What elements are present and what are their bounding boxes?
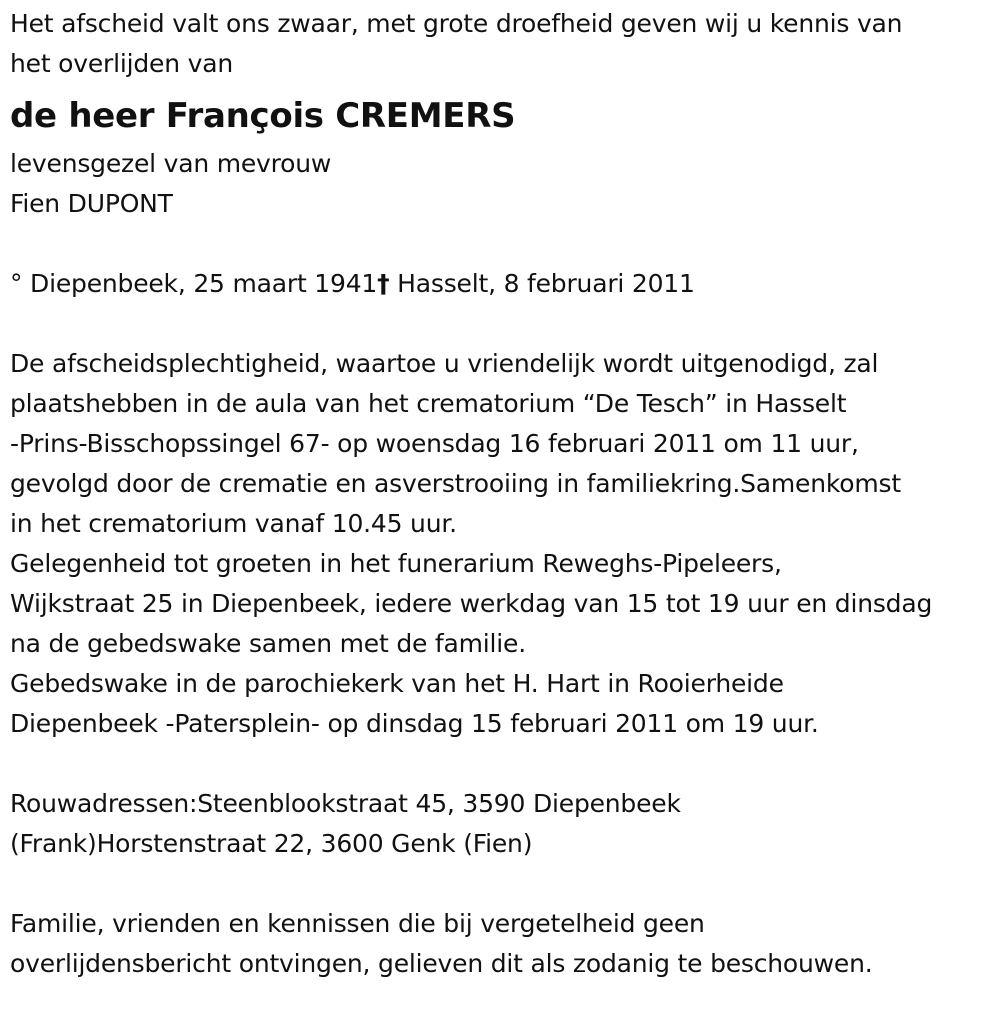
closing-paragraph <box>10 904 995 984</box>
ceremony-line: in het crematorium vanaf 10.45 uur. <box>10 509 457 538</box>
ceremony-line: plaatshebben in de aula van het crematorium “De Tesch” in Hasselt <box>10 389 847 418</box>
birth-date: ° Diepenbeek, 25 maart 1941 <box>10 269 378 298</box>
cross-icon: † <box>377 269 390 298</box>
spacer <box>10 744 995 784</box>
closing-line: Familie, vrienden en kennissen die bij vergetelheid geen <box>10 909 705 938</box>
ceremony-line: Diepenbeek -Patersplein- op dinsdag 15 februari 2011 om 19 uur. <box>10 709 819 738</box>
intro-line: het overlijden van <box>10 49 233 78</box>
ceremony-line: na de gebedswake samen met de familie. <box>10 629 526 658</box>
partner-relation: levensgezel van mevrouw <box>10 149 332 178</box>
partner-block <box>10 144 995 224</box>
spacer <box>10 224 995 264</box>
ceremony-line: -Prins-Bisschopssingel 67- op woensdag 16 februari 2011 om 11 uur, <box>10 429 859 458</box>
address-line: (Frank)Horstenstraat 22, 3600 Genk (Fien) <box>10 829 533 858</box>
intro-paragraph <box>10 4 995 84</box>
spacer <box>10 864 995 904</box>
ceremony-line: Gelegenheid tot groeten in het funerarium Reweghs-Pipeleers, <box>10 549 782 578</box>
spacer <box>10 304 995 344</box>
intro-line: Het afscheid valt ons zwaar, met grote droefheid geven wij u kennis van <box>10 9 903 38</box>
ceremony-paragraph <box>10 344 995 744</box>
death-date: Hasselt, 8 februari 2011 <box>389 269 695 298</box>
obituary-notice <box>10 4 995 984</box>
birth-death-dates <box>10 264 995 304</box>
ceremony-line: gevolgd door de crematie en asverstrooiing in familiekring.Samenkomst <box>10 469 901 498</box>
partner-name: Fien DUPONT <box>10 189 173 218</box>
ceremony-line: Wijkstraat 25 in Diepenbeek, iedere werkdag van 15 tot 19 uur en dinsdag <box>10 589 933 618</box>
closing-line: overlijdensbericht ontvingen, gelieven dit als zodanig te beschouwen. <box>10 949 873 978</box>
address-line: Rouwadressen:Steenblookstraat 45, 3590 Diepenbeek <box>10 789 681 818</box>
mourning-addresses <box>10 784 995 864</box>
deceased-name: de heer François CREMERS <box>10 96 516 136</box>
ceremony-line: Gebedswake in de parochiekerk van het H. Hart in Rooierheide <box>10 669 784 698</box>
ceremony-line: De afscheidsplechtigheid, waartoe u vriendelijk wordt uitgenodigd, zal <box>10 349 879 378</box>
